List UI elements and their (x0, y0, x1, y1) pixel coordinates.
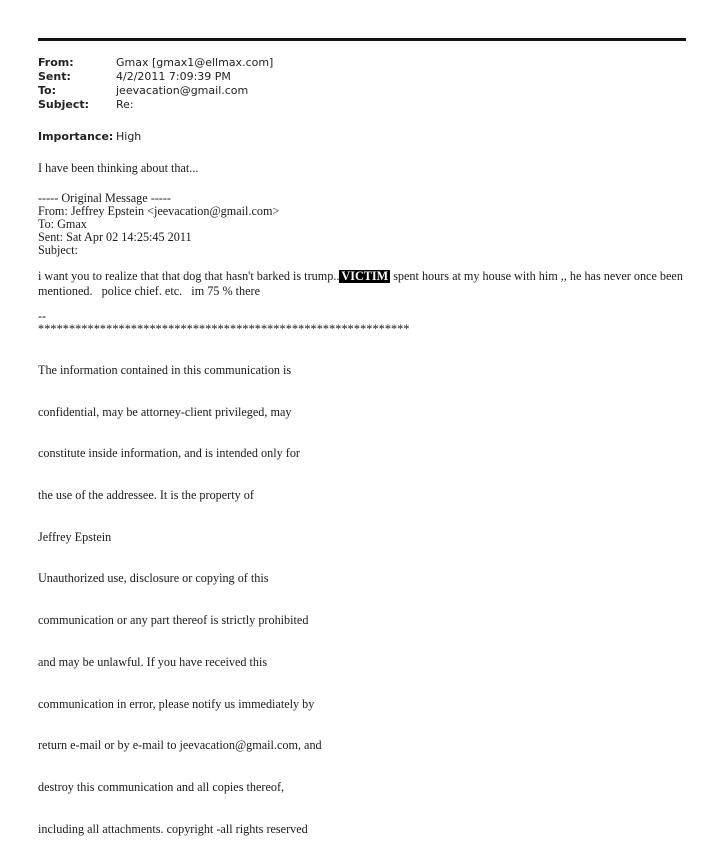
disclaimer-line: constitute inside information, and is intended only for (38, 446, 300, 461)
body-line-1-before: i want you to realize that that dog that hasn't barked is trump.. (38, 269, 340, 283)
subject-value: Re: (116, 98, 134, 111)
disclaimer-line: The information contained in this communication is (38, 362, 292, 377)
from-label: From: (38, 56, 74, 69)
disclaimer-line: confidential, may be attorney-client privileged, may (38, 404, 292, 419)
header-importance (38, 130, 141, 143)
body-line-1 (38, 269, 683, 284)
disclaimer-line: the use of the addressee. It is the property of (38, 487, 254, 502)
body-line-2: mentioned. police chief. etc. im 75 % there (38, 284, 261, 298)
original-from: From: Jeffrey Epstein <jeevacation@gmail.com> (38, 204, 280, 218)
disclaimer-line: and may be unlawful. If you have received this (38, 654, 268, 669)
header-rule (38, 38, 686, 41)
importance-value: High (116, 130, 142, 143)
sent-value: 4/2/2011 7:09:39 PM (116, 70, 231, 83)
disclaimer-line: return e-mail or by e-mail to jeevacation@gmail.com, and (38, 738, 322, 753)
body-line-1-after: spent hours at my house with him ,, he has never once been (390, 269, 683, 283)
signature-dashes: -- (38, 309, 47, 323)
subject-label: Subject: (38, 98, 90, 111)
disclaimer-line: destroy this communication and all copies thereof, (38, 780, 285, 794)
original-sent: Sent: Sat Apr 02 14:25:45 2011 (38, 230, 192, 244)
disclaimer-line: communication or any part thereof is strictly prohibited (38, 613, 309, 628)
header-to (38, 84, 248, 97)
disclaimer-line: Jeffrey Epstein (38, 529, 112, 544)
disclaimer (38, 336, 322, 851)
redaction-box: VICTIM (341, 269, 389, 283)
from-value: Gmax [gmax1@ellmax.com] (116, 56, 274, 69)
disclaimer-line: Unauthorized use, disclosure or copying of this (38, 571, 269, 586)
to-label: To: (38, 84, 56, 97)
reply-text: I have been thinking about that... (38, 161, 199, 175)
to-value: jeevacation@gmail.com (116, 84, 249, 97)
header-sent (38, 70, 231, 83)
importance-label: Importance: (38, 130, 114, 143)
header-from (38, 56, 273, 69)
disclaimer-line: communication in error, please notify us immediately by (38, 696, 315, 711)
original-separator: ----- Original Message ----- (38, 191, 171, 205)
signature-stars: ************************************************************ (38, 322, 410, 336)
original-subject: Subject: (38, 243, 78, 257)
original-to: To: Gmax (38, 217, 87, 231)
disclaimer-line: including all attachments. copyright -all rights reserved (38, 821, 308, 836)
sent-label: Sent: (38, 70, 71, 83)
header-subject (38, 98, 134, 111)
